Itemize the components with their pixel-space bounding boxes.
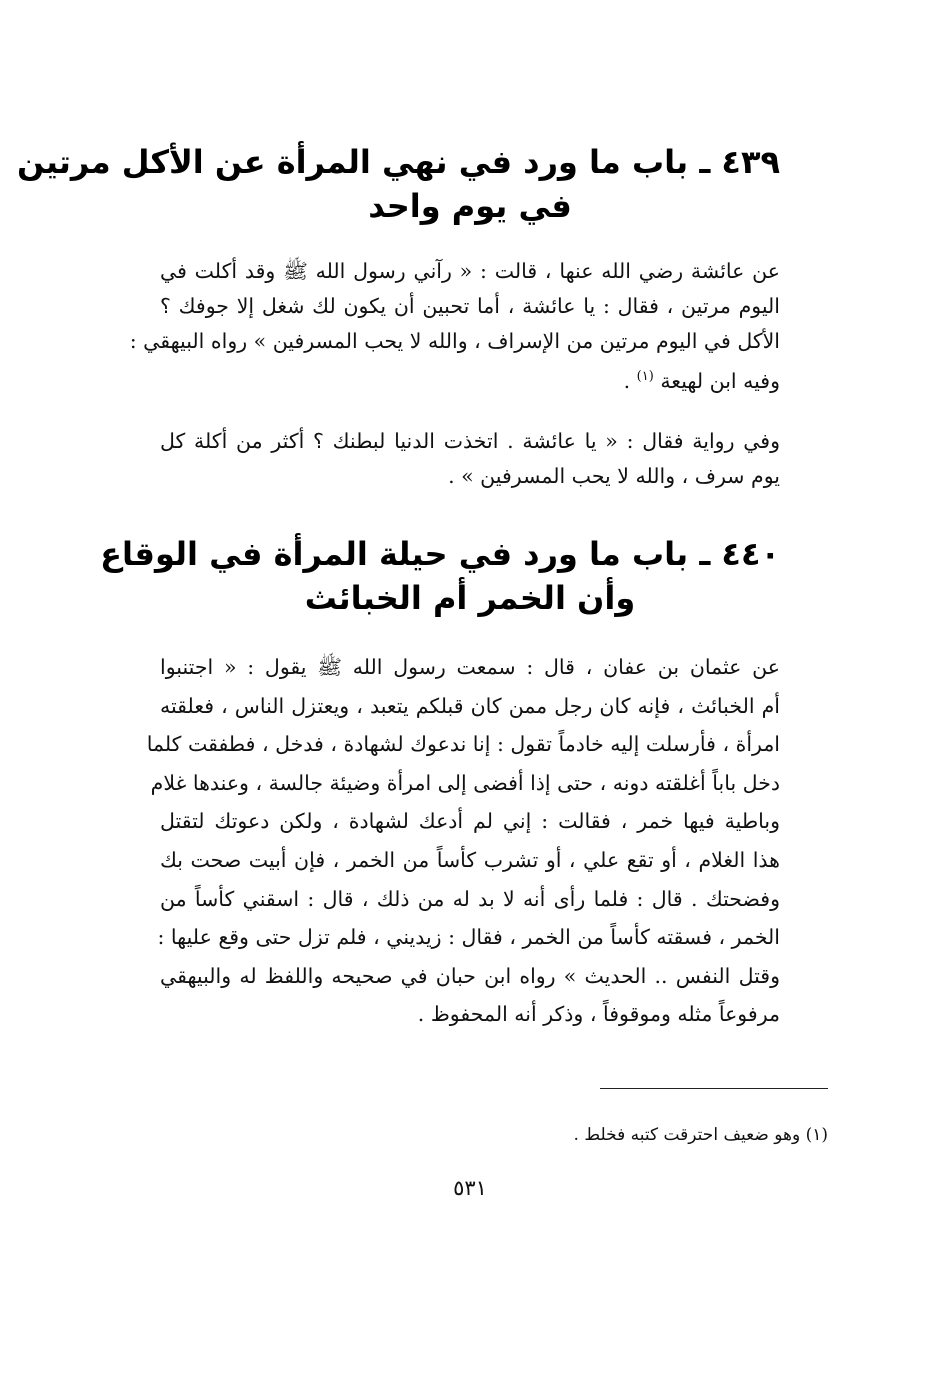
text-line: وقتل النفس .. الحديث » رواه ابن حبان في صحيحه واللفظ له والبيهقي xyxy=(160,963,780,988)
section-439-paragraph-1 xyxy=(129,254,780,399)
footnote-separator xyxy=(600,1088,828,1089)
text-line: أم الخبائث ، فإنه كان رجل ممن كان قبلكم يتعبد ، ويعتزل الناس ، فعلقته xyxy=(160,693,780,718)
heading-line: ٤٤٠ ـ باب ما ورد في حيلة المرأة في الوقاع xyxy=(100,535,780,573)
heading-line: ٤٣٩ ـ باب ما ورد في نهي المرأة عن الأكل مرتين xyxy=(17,143,780,181)
text-line: وباطية فيها خمر ، فقالت : إني لم أدعك لشهادة ، ولكن دعوتك لتقتل xyxy=(160,809,780,834)
text-line: الأكل في اليوم مرتين من الإسراف ، والله لا يحب المسرفين » رواه البيهقي : xyxy=(129,329,780,353)
text-fragment: وفيه ابن لهيعة xyxy=(660,368,780,393)
text-line: وفضحتك . قال : فلما رأى أنه لا بد له من ذلك ، قال : اسقني كأساً من xyxy=(160,886,780,911)
text-line: الخمر ، فسقته كأساً من الخمر ، فقال : زيديني ، فلم تزل حتى وقع عليها : xyxy=(157,925,780,950)
section-439-paragraph-2 xyxy=(160,424,780,494)
heading-line: وأن الخمر أم الخبائث xyxy=(304,579,636,617)
footnote: (١) وهو ضعيف احترقت كتبه فخلط . xyxy=(573,1125,828,1145)
text-line: هذا الغلام ، أو تقع علي ، أو تشرب كأساً من الخمر ، فإن أبيت صحت بك xyxy=(160,847,780,872)
text-line: وفي رواية فقال : « يا عائشة . اتخذت الدنيا لبطنك ؟ أكثر من أكلة كل xyxy=(160,429,780,453)
text-line: عن عائشة رضي الله عنها ، قالت : « رآني رسول الله ﷺ وقد أكلت في xyxy=(160,259,780,283)
text-line xyxy=(160,359,780,399)
text-line: عن عثمان بن عفان ، قال : سمعت رسول الله ﷺ يقول : « اجتنبوا xyxy=(160,655,780,679)
section-440-paragraph xyxy=(146,648,780,1034)
text-line: دخل باباً أغلقته دونه ، حتى إذا أفضى إلى امرأة وضيئة جالسة ، وعندها غلام xyxy=(150,770,780,795)
footnote-reference: (١) xyxy=(636,369,654,384)
section-439-heading xyxy=(17,140,780,228)
text-line: مرفوعاً مثله وموقوفاً ، وذكر أنه المحفوظ . xyxy=(417,1002,780,1027)
text-line: امرأة ، فأرسلت إليه خادماً تقول : إنا ندعوك لشهادة ، فدخل ، فطفقت كلما xyxy=(146,732,780,757)
heading-line: في يوم واحد xyxy=(368,187,572,225)
text-fragment: . xyxy=(623,368,637,393)
section-440-heading xyxy=(100,532,780,620)
page-number: ٥٣١ xyxy=(453,1176,487,1200)
text-line: يوم سرف ، والله لا يحب المسرفين » . xyxy=(448,464,780,488)
text-line: اليوم مرتين ، فقال : يا عائشة ، أما تحبين أن يكون لك شغل إلا جوفك ؟ xyxy=(160,294,780,318)
